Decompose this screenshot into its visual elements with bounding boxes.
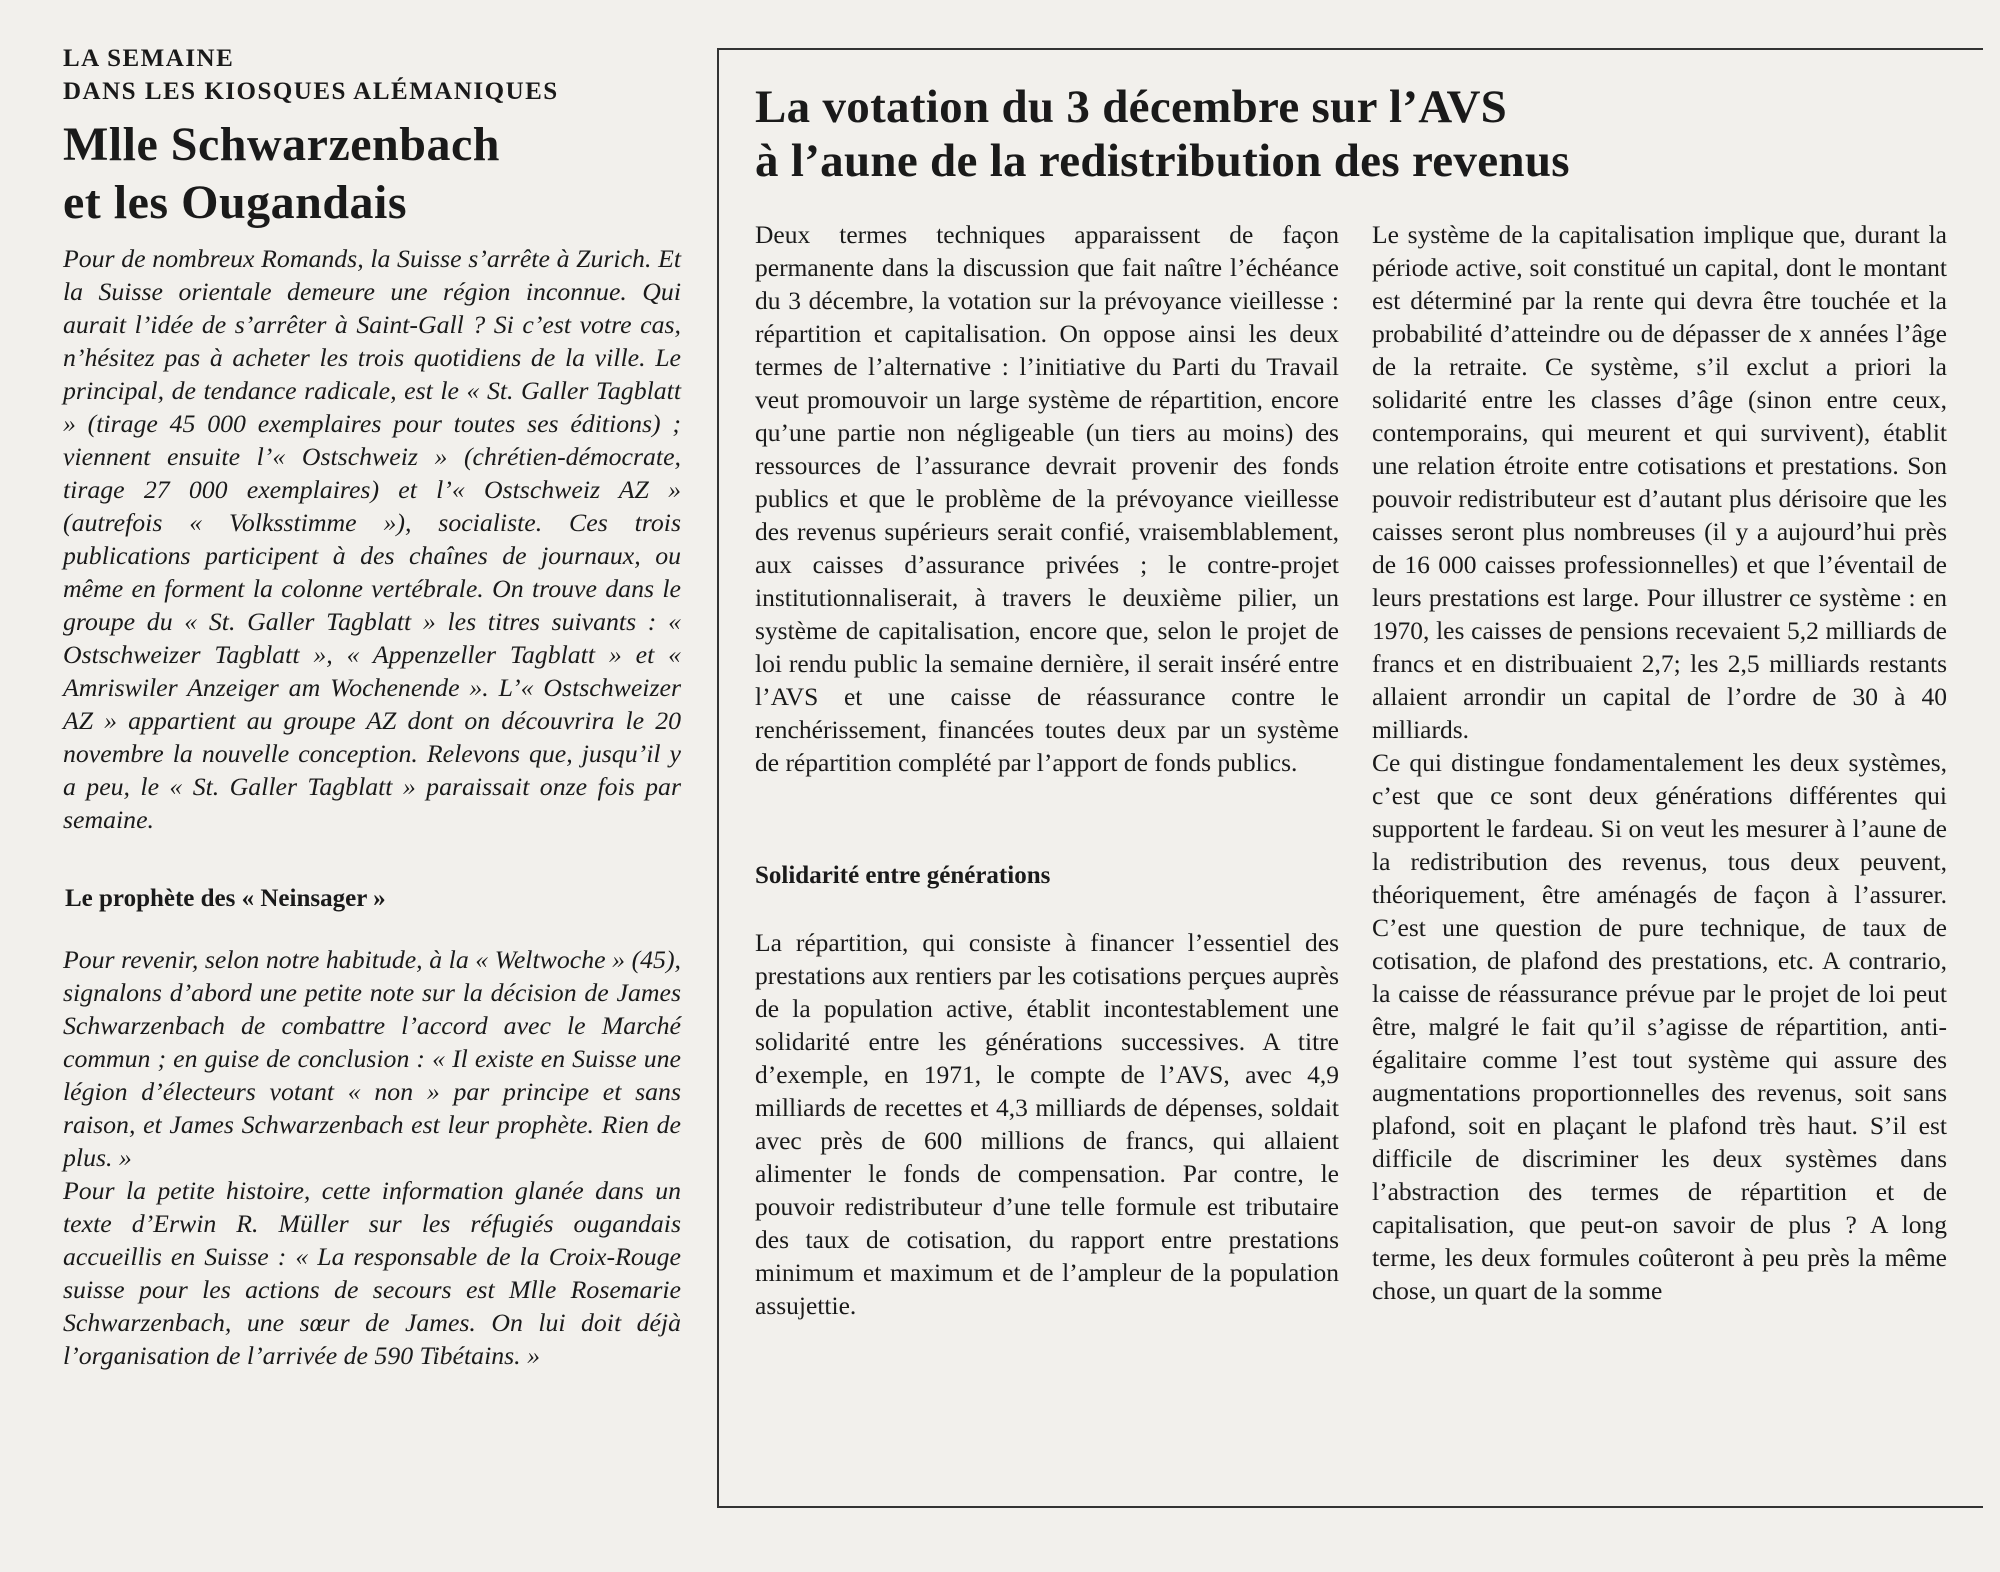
left-article-title [63,116,681,232]
main-column-2 [1372,218,1947,1307]
main-title-line-1: La votation du 3 décembre sur l’AVS [755,81,1508,133]
left-paragraph-2: Pour revenir, selon notre habitude, à la « Weltwoche » (45), signalons d’abord une petite note sur la décision de James Schwarzenbach de combattre l’accord avec le Marché commun ; en guise de conclusion : « Il existe en Suisse une légion d’électeurs votant « non » par principe et sans raison, et James Schwarzenbach est leur prophète. Rien de plus. » [63,945,681,1172]
main-col2-paragraph-1: Le système de la capitalisation implique que, durant la période active, soit constitué un capital, dont le montant est déterminé par la rente qui devra être touchée et la probabilité d’atteindre ou de dépasser de x années l’âge de la retraite. Ce système, s’il exclut a priori la solidarité entre les classes d’âge (sinon entre ceux, contemporains, qui meurent et qui survivent), établit une relation étroite entre cotisations et prestations. Son pouvoir redistributeur est d’autant plus dérisoire que les caisses seront plus nombreuses (il y a aujourd’hui près de 16 000 caisses professionnelles) et que l’éventail de leurs prestations est large. Pour illustrer ce système : en 1970, les caisses de pensions recevaient 5,2 milliards de francs et en distribuaient 2,7; les 2,5 milliards restants allaient arrondir un capital de l’ordre de 30 à 40 milliards. [1372,220,1947,744]
main-article-title [755,80,1955,188]
main-column-1 [755,218,1339,1322]
left-subheading: Le prophète des « Neinsager » [65,885,386,912]
left-article [63,42,681,1372]
left-title-line-2: et les Ougandais [63,176,408,229]
left-paragraph-3: Pour la petite histoire, cette information glanée dans un texte d’Erwin R. Müller sur les réfugiés ougandais accueillis en Suisse : « La responsable de la Croix-Rouge suisse pour les actions de secours est Mlle Rosemarie Schwarzenbach, une sœur de James. On lui doit déjà l’organisation de l’arrivée de 590 Tibétains. » [63,1176,681,1370]
main-article-box [717,48,1983,1508]
left-article-body [63,242,681,1372]
main-col1-paragraph-2: La répartition, qui consiste à financer l’essentiel des prestations aux rentiers par les cotisations perçues auprès de la population active, établit incontestablement une solidarité entre les générations successives. A titre d’exemple, en 1971, le compte de l’AVS, avec 4,9 milliards de recettes et 4,3 milliards de dépenses, soldait avec près de 600 millions de francs, qui allaient alimenter le fonds de compensation. Par contre, le pouvoir redistributeur d’une telle formule est tributaire des taux de cotisation, du rapport entre prestations minimum et maximum et de l’ampleur de la population assujettie. [755,928,1339,1320]
left-intro-paragraph: Pour de nombreux Romands, la Suisse s’arrête à Zurich. Et la Suisse orientale demeure une région inconnue. Qui aurait l’idée de s’arrêter à Saint-Gall ? Si c’est votre cas, n’hésitez pas à acheter les trois quotidiens de la ville. Le principal, de tendance radicale, est le « St. Galler Tagblatt » (tirage 45 000 exemplaires pour toutes ses éditions) ; viennent ensuite l’« Ostschweiz » (chrétien-démocrate, tirage 27 000 exemplaires) et l’« Ostschweiz AZ » (autrefois « Volksstimme »), socialiste. Ces trois publications participent à des chaînes de journaux, ou même en forment la colonne vertébrale. On trouve dans le groupe du « St. Galler Tagblatt » les titres suivants : « Ostschweizer Tagblatt », « Appenzeller Tagblatt » et « Amriswiler Anzeiger am Wochenende ». L’« Ostschweizer AZ » appartient au groupe AZ dont on découvrira le 20 novembre la nouvelle conception. Relevons que, jusqu’il y a peu, le « St. Galler Tagblatt » paraissait onze fois par semaine. [63,244,681,834]
main-subheading: Solidarité entre générations [755,862,1051,889]
kicker-line-2: DANS LES KIOSQUES ALÉMANIQUES [63,78,559,105]
main-title-line-2: à l’aune de la redistribution des revenus [755,135,1570,187]
kicker-line-1: LA SEMAINE [63,45,235,72]
main-col1-paragraph-1: Deux termes techniques apparaissent de façon permanente dans la discussion que fait naître l’échéance du 3 décembre, la votation sur la prévoyance vieillesse : répartition et capitalisation. On oppose ainsi les deux termes de l’alternative : l’initiative du Parti du Travail veut promouvoir un large système de répartition, encore qu’une partie non négligeable (un tiers au moins) des ressources de l’assurance devrait provenir des fonds publics et que le problème de la prévoyance vieillesse des revenus supérieurs serait confié, vraisemblablement, aux caisses d’assurance privées ; le contre-projet institutionnaliserait, à travers le deuxième pilier, un système de capitalisation, encore que, selon le projet de loi rendu public la semaine dernière, il serait inséré entre l’AVS et une caisse de réassurance contre le renchérissement, financées toutes deux par un système de répartition complété par l’apport de fonds publics. [755,220,1339,777]
main-col2-paragraph-2: Ce qui distingue fondamentalement les deux systèmes, c’est que ce sont deux générations différentes qui supportent le fardeau. Si on veut les mesurer à l’aune de la redistribution des revenus, tous deux peuvent, théoriquement, être aménagés de façon à l’assurer. C’est une question de pure technique, de taux de cotisation, de plafond des prestations, etc. A contrario, la caisse de réassurance prévue par le projet de loi peut être, malgré le fait qu’il s’agisse de répartition, anti-égalitaire comme l’est tout système qui assure des augmentations proportionnelles des revenus, soit sans plafond, soit en plaçant le plafond très haut. S’il est difficile de discriminer les deux systèmes dans l’abstraction des termes de répartition et de capitalisation, que peut-on savoir de plus ? A long terme, les deux formules coûteront à peu près la même chose, un quart de la somme [1372,748,1947,1305]
left-title-line-1: Mlle Schwarzenbach [63,118,500,171]
